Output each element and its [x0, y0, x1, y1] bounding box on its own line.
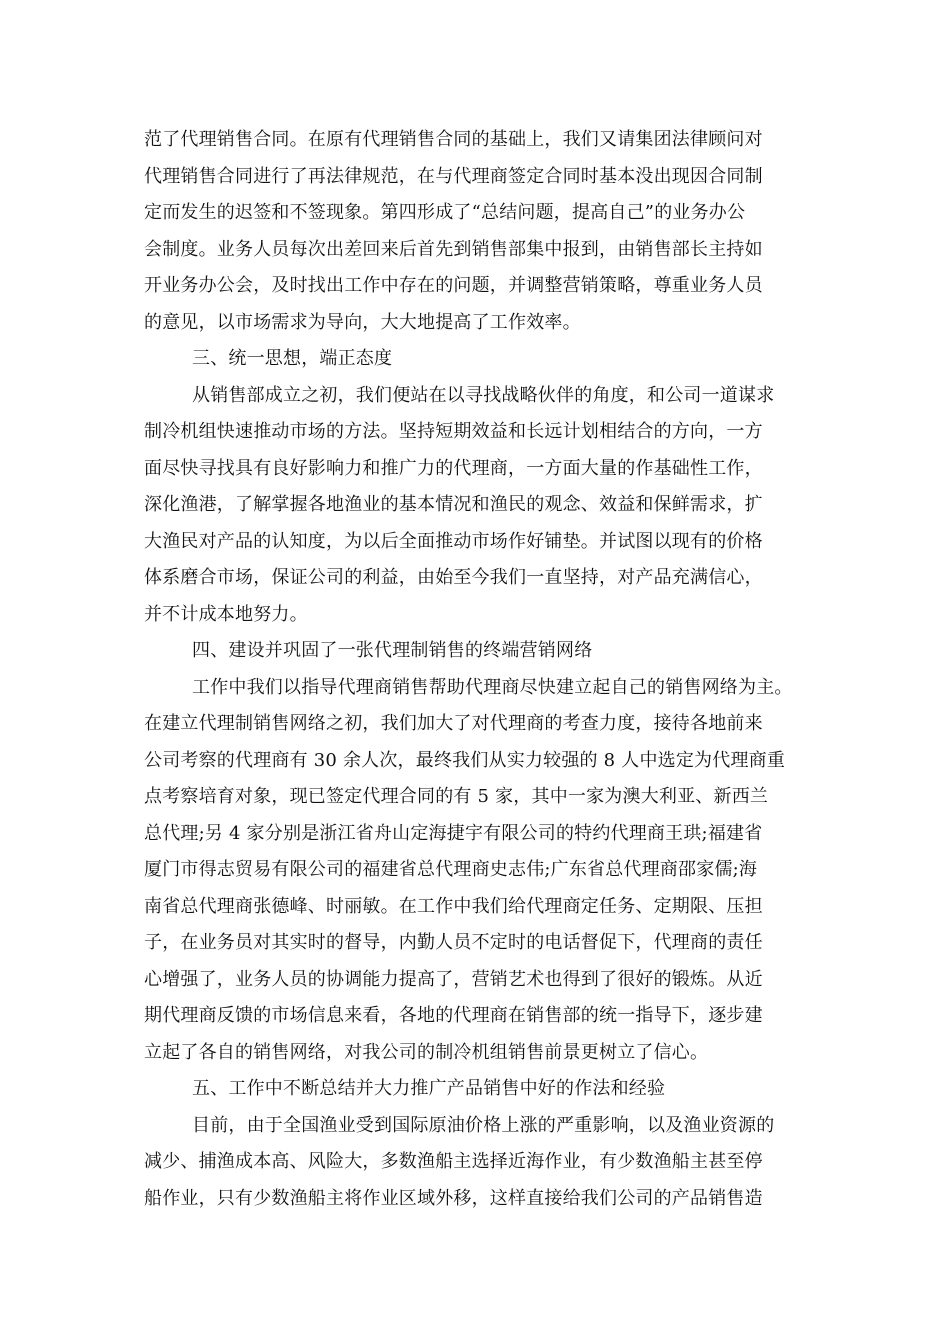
- text-line: 工作中我们以指导代理商销售帮助代理商尽快建立起自己的销售网络为主。: [192, 676, 793, 698]
- text-line: 船作业，只有少数渔船主将作业区域外移，这样直接给我们公司的产品销售造: [144, 1187, 763, 1209]
- text-line: 从销售部成立之初，我们便站在以寻找战略伙伴的角度，和公司一道谋求: [192, 384, 775, 406]
- text-line: 体系磨合市场，保证公司的利益，由始至今我们一直坚持，对产品充满信心，: [144, 567, 763, 588]
- text-line: 心增强了，业务人员的协调能力提高了，营销艺术也得到了很好的锻炼。从近: [144, 968, 763, 990]
- text-line: 期代理商反馈的市场信息来看，各地的代理商在销售部的统一指导下，逐步建: [144, 1005, 763, 1026]
- text-line: 范了代理销售合同。在原有代理销售合同的基础上，我们又请集团法律顾问对: [144, 129, 763, 150]
- text-line: 大渔民对产品的认知度，为以后全面推动市场作好铺垫。并试图以现有的价格: [144, 530, 763, 552]
- text-line: 面尽快寻找具有良好影响力和推广力的代理商，一方面大量的作基础性工作，: [144, 457, 763, 479]
- text-line: 代理销售合同进行了再法律规范，在与代理商签定合同时基本没出现因合同制: [144, 165, 763, 187]
- text-line: 立起了各自的销售网络，对我公司的制冷机组销售前景更树立了信心。: [144, 1041, 709, 1063]
- text-line: 定而发生的迟签和不签现象。第四形成了“总结问题，提高自己”的业务办公: [144, 202, 746, 223]
- text-line: 深化渔港，了解掌握各地渔业的基本情况和渔民的观念、效益和保鲜需求，扩: [144, 494, 763, 515]
- text-line: 五、工作中不断总结并大力推广产品销售中好的作法和经验: [192, 1078, 666, 1099]
- text-line: 开业务办公会，及时找出工作中存在的问题，并调整营销策略，尊重业务人员: [144, 275, 763, 296]
- text-line: 厦门市得志贸易有限公司的福建省总代理商史志伟;广东省总代理商邵家儒;海: [144, 859, 758, 880]
- text-line: 制冷机组快速推动市场的方法。坚持短期效益和长远计划相结合的方向，一方: [144, 421, 763, 442]
- text-line: 公司考察的代理商有 30 余人次，最终我们从实力较强的 8 人中选定为代理商重: [144, 749, 786, 771]
- text-line: 南省总代理商张德峰、时丽敏。在工作中我们给代理商定任务、定期限、压担: [144, 895, 763, 917]
- text-line: 减少、捕渔成本高、风险大，多数渔船主选择近海作业，有少数渔船主甚至停: [144, 1151, 763, 1172]
- text-line: 总代理;另 4 家分别是浙江省舟山定海捷宇有限公司的特约代理商王珙;福建省: [144, 822, 763, 844]
- text-line: 点考察培育对象，现已签定代理合同的有 5 家，其中一家为澳大利亚、新西兰: [144, 786, 769, 807]
- text-line: 在建立代理制销售网络之初，我们加大了对代理商的考查力度，接待各地前来: [144, 713, 763, 734]
- text-line: 目前，由于全国渔业受到国际原油价格上涨的严重影响，以及渔业资源的: [192, 1114, 775, 1136]
- text-line: 四、建设并巩固了一张代理制销售的终端营销网络: [192, 640, 593, 661]
- text-line: 子，在业务员对其实时的督导，内勤人员不定时的电话督促下，代理商的责任: [144, 932, 763, 953]
- text-line: 三、统一思想，端正态度: [192, 348, 393, 369]
- text-line: 的意见，以市场需求为导向，大大地提高了工作效率。: [144, 311, 581, 333]
- document-body: [144, 122, 824, 1217]
- text-line: 会制度。业务人员每次出差回来后首先到销售部集中报到，由销售部长主持如: [144, 238, 763, 260]
- text-line: 并不计成本地努力。: [144, 603, 308, 625]
